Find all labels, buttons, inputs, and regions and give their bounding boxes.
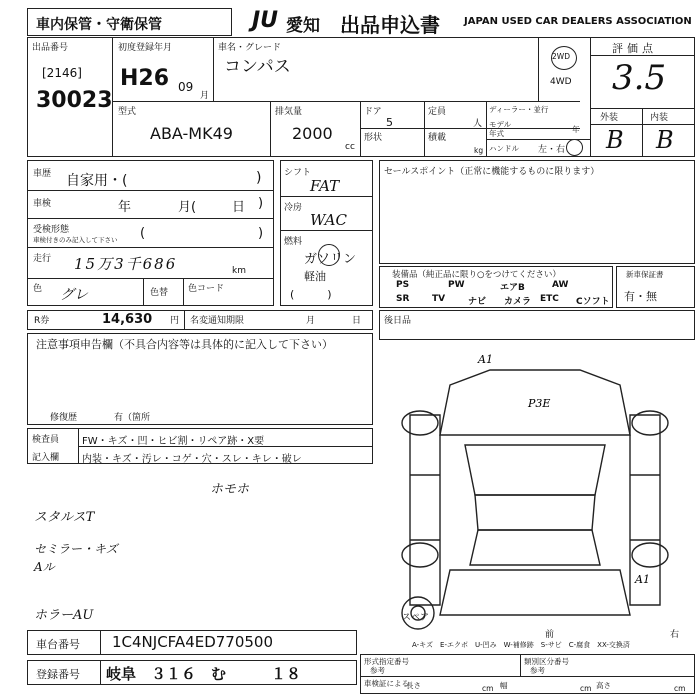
color-label: 色 bbox=[33, 284, 43, 294]
doors-label: ドア bbox=[364, 107, 382, 117]
model-year-sub: 年式 bbox=[489, 129, 504, 138]
car-name: コンパス bbox=[224, 57, 291, 77]
inspection-close: ) bbox=[258, 196, 264, 211]
form-title: 出品申込書 bbox=[340, 13, 440, 37]
ac-label: 冷房 bbox=[284, 203, 303, 213]
color-value: グレ bbox=[60, 287, 88, 303]
displacement-unit: cc bbox=[345, 142, 355, 152]
note-1: ホモホ bbox=[210, 482, 250, 497]
equipment-title: 装備品（純正品に限り○をつけてください） bbox=[392, 270, 561, 280]
model-year-label: モデル bbox=[489, 120, 512, 129]
car-diagram bbox=[380, 345, 695, 640]
width-cm: cm bbox=[580, 684, 592, 693]
note-2: スタルスT bbox=[34, 510, 95, 525]
interior-row: 内装・キズ・汚レ・コゲ・穴・スレ・キレ・破レ bbox=[82, 454, 302, 465]
mileage-value: 15万3千686 bbox=[74, 255, 178, 273]
equipment-item: カメラ bbox=[504, 297, 532, 307]
inspection-month: 月( bbox=[178, 200, 197, 215]
inspection-year: 年 bbox=[118, 200, 132, 215]
equipment-item: エアB bbox=[500, 283, 525, 293]
diagram-front-label: 前 bbox=[545, 630, 555, 640]
recycle-value: 14,630 bbox=[102, 312, 153, 327]
warranty-label: 新車保証書 bbox=[626, 270, 664, 279]
handle-options: 左・右 bbox=[538, 145, 566, 155]
equipment-item: AW bbox=[552, 280, 569, 290]
capacity-label: 定員 bbox=[428, 107, 447, 117]
receipt-close: ) bbox=[258, 226, 264, 241]
interior-grade: B bbox=[656, 126, 674, 154]
spare-label: スペア bbox=[402, 613, 430, 623]
mileage-unit: km bbox=[232, 266, 246, 276]
plate-label: 登録番号 bbox=[36, 668, 80, 681]
height-label: 高さ bbox=[596, 681, 611, 690]
inspector-label: 検査員 bbox=[32, 435, 60, 445]
type-sub: 参考 bbox=[370, 666, 385, 675]
length-label: 長さ bbox=[406, 681, 421, 690]
model-value: ABA-MK49 bbox=[150, 124, 233, 143]
type-label: 形式指定番号 bbox=[364, 657, 409, 666]
equipment-item: ナビ bbox=[468, 297, 487, 307]
org-label: 愛知 bbox=[286, 16, 320, 36]
handle-label: ハンドル bbox=[489, 144, 519, 153]
reg-month-unit: 月 bbox=[200, 91, 210, 101]
class-label: 類別区分番号 bbox=[524, 657, 569, 666]
lot-number: 30023 bbox=[36, 88, 113, 113]
transfer-day: 日 bbox=[352, 316, 362, 326]
displacement-value: 2000 bbox=[292, 124, 333, 143]
width-label: 幅 bbox=[500, 681, 508, 690]
legend: A-キズ E-エクボ U-凹み W-補修跡 S-サビ C-腐食 XX-交換済 bbox=[412, 641, 630, 649]
plate-value: 岐阜 ３１６ む １８ bbox=[106, 665, 302, 683]
interior-label: 内装 bbox=[650, 113, 669, 123]
receipt-label: 受検形態 bbox=[33, 225, 70, 235]
warranty-value: 有・無 bbox=[624, 290, 657, 303]
ju-logo: JU bbox=[252, 8, 279, 33]
doors-value: 5 bbox=[386, 116, 393, 129]
storage-box bbox=[27, 8, 232, 36]
mileage-label: 走行 bbox=[33, 254, 52, 264]
chassis-label: 車台番号 bbox=[36, 638, 80, 651]
repair-label: 修復歴 bbox=[50, 413, 78, 423]
history-close: ) bbox=[256, 170, 262, 186]
first-reg-label: 初度登録年月 bbox=[118, 43, 173, 53]
model-label: 型式 bbox=[118, 107, 137, 117]
diagram-a1-front: A1 bbox=[478, 353, 493, 366]
ac-value: WAC bbox=[310, 211, 347, 229]
score-value: 3.5 bbox=[612, 58, 667, 98]
diagram-a1-hood: P3E bbox=[528, 397, 551, 410]
rear-items-title: 後日品 bbox=[384, 316, 412, 326]
class-sub: 参考 bbox=[530, 666, 545, 675]
color-code-label: 色コード bbox=[188, 284, 225, 294]
year-unit: 年 bbox=[572, 125, 580, 134]
fuel-paren: ( ) bbox=[290, 288, 332, 301]
receipt-sub: 車検付きのみ記入して下さい bbox=[33, 236, 118, 244]
dealer-label: ディーラー・並行 bbox=[489, 105, 549, 114]
exterior-grade: B bbox=[606, 126, 624, 154]
fuel-circle bbox=[318, 244, 340, 266]
equipment-item: SR bbox=[396, 294, 410, 304]
rear-items-block bbox=[379, 310, 695, 340]
storage-label: 車内保管・守衛保管 bbox=[36, 17, 162, 33]
fuel-value: ガソリン bbox=[304, 252, 357, 267]
load-unit: kg bbox=[474, 146, 484, 155]
note-4: Aル bbox=[34, 560, 55, 574]
shift-label: シフト bbox=[284, 168, 312, 178]
history-value: 自家用・( bbox=[66, 173, 128, 189]
height-cm: cm bbox=[674, 684, 686, 693]
fw-row: FW・キズ・凹・ヒビ割・リペア跡・X要 bbox=[82, 436, 265, 447]
car-name-label: 車名・グレード bbox=[218, 43, 282, 53]
load-label: 積載 bbox=[428, 133, 447, 143]
notice-title: 注意事項申告欄（不具合内容等は具体的に記入して下さい） bbox=[36, 338, 333, 351]
drive-4wd: 4WD bbox=[550, 77, 572, 87]
note-3: セミラー・キズ bbox=[34, 542, 118, 556]
recycle-unit: 円 bbox=[170, 316, 180, 326]
transfer-label: 名変通知期限 bbox=[190, 316, 245, 326]
note-5: ホラーAU bbox=[34, 608, 94, 623]
shape-label: 形状 bbox=[364, 133, 383, 143]
diagram-right-label: 右 bbox=[670, 630, 680, 640]
shift-value: FAT bbox=[310, 177, 340, 195]
equipment-item: ETC bbox=[540, 294, 559, 304]
displacement-label: 排気量 bbox=[275, 107, 303, 117]
repair-value: 有（箇所 bbox=[114, 413, 151, 423]
reg-year: H26 bbox=[120, 66, 170, 91]
fuel-alt: 軽油 bbox=[304, 270, 326, 283]
drive-2wd: 2WD bbox=[552, 52, 570, 61]
chassis-value: 1C4NJCFA4ED770500 bbox=[112, 633, 274, 651]
form-subtitle: JAPAN USED CAR DEALERS ASSOCIATION bbox=[464, 16, 692, 27]
recycle-label: R券 bbox=[34, 316, 50, 326]
exterior-label: 外装 bbox=[600, 113, 619, 123]
score-label: 評価点 bbox=[612, 42, 657, 55]
fuel-label: 燃料 bbox=[284, 237, 303, 247]
diagram-a1-right: A1 bbox=[635, 573, 650, 586]
inspection-label: 車検 bbox=[33, 199, 52, 209]
cert-label: 車検証による bbox=[364, 679, 409, 688]
lot-label: 出品番号 bbox=[32, 43, 69, 53]
lot-sub: [2146] bbox=[42, 66, 82, 80]
capacity-unit: 人 bbox=[473, 119, 483, 129]
receipt-value: ( bbox=[140, 226, 146, 241]
sales-title: セールスポイント（正常に機能するものに限ります） bbox=[384, 167, 600, 177]
equipment-item: TV bbox=[432, 294, 446, 304]
transfer-month: 月 bbox=[306, 316, 316, 326]
equipment-item: Cソフト bbox=[576, 297, 610, 307]
equipment-item: PW bbox=[448, 280, 465, 290]
reg-month: 09 bbox=[178, 80, 194, 94]
history-label: 車歴 bbox=[33, 169, 52, 179]
handle-right-circle bbox=[566, 139, 583, 156]
equipment-item: PS bbox=[396, 280, 410, 290]
color-change-label: 色替 bbox=[150, 288, 169, 298]
length-cm: cm bbox=[482, 684, 494, 693]
record-label: 記入欄 bbox=[32, 453, 60, 463]
inspection-day: 日 bbox=[232, 200, 246, 215]
